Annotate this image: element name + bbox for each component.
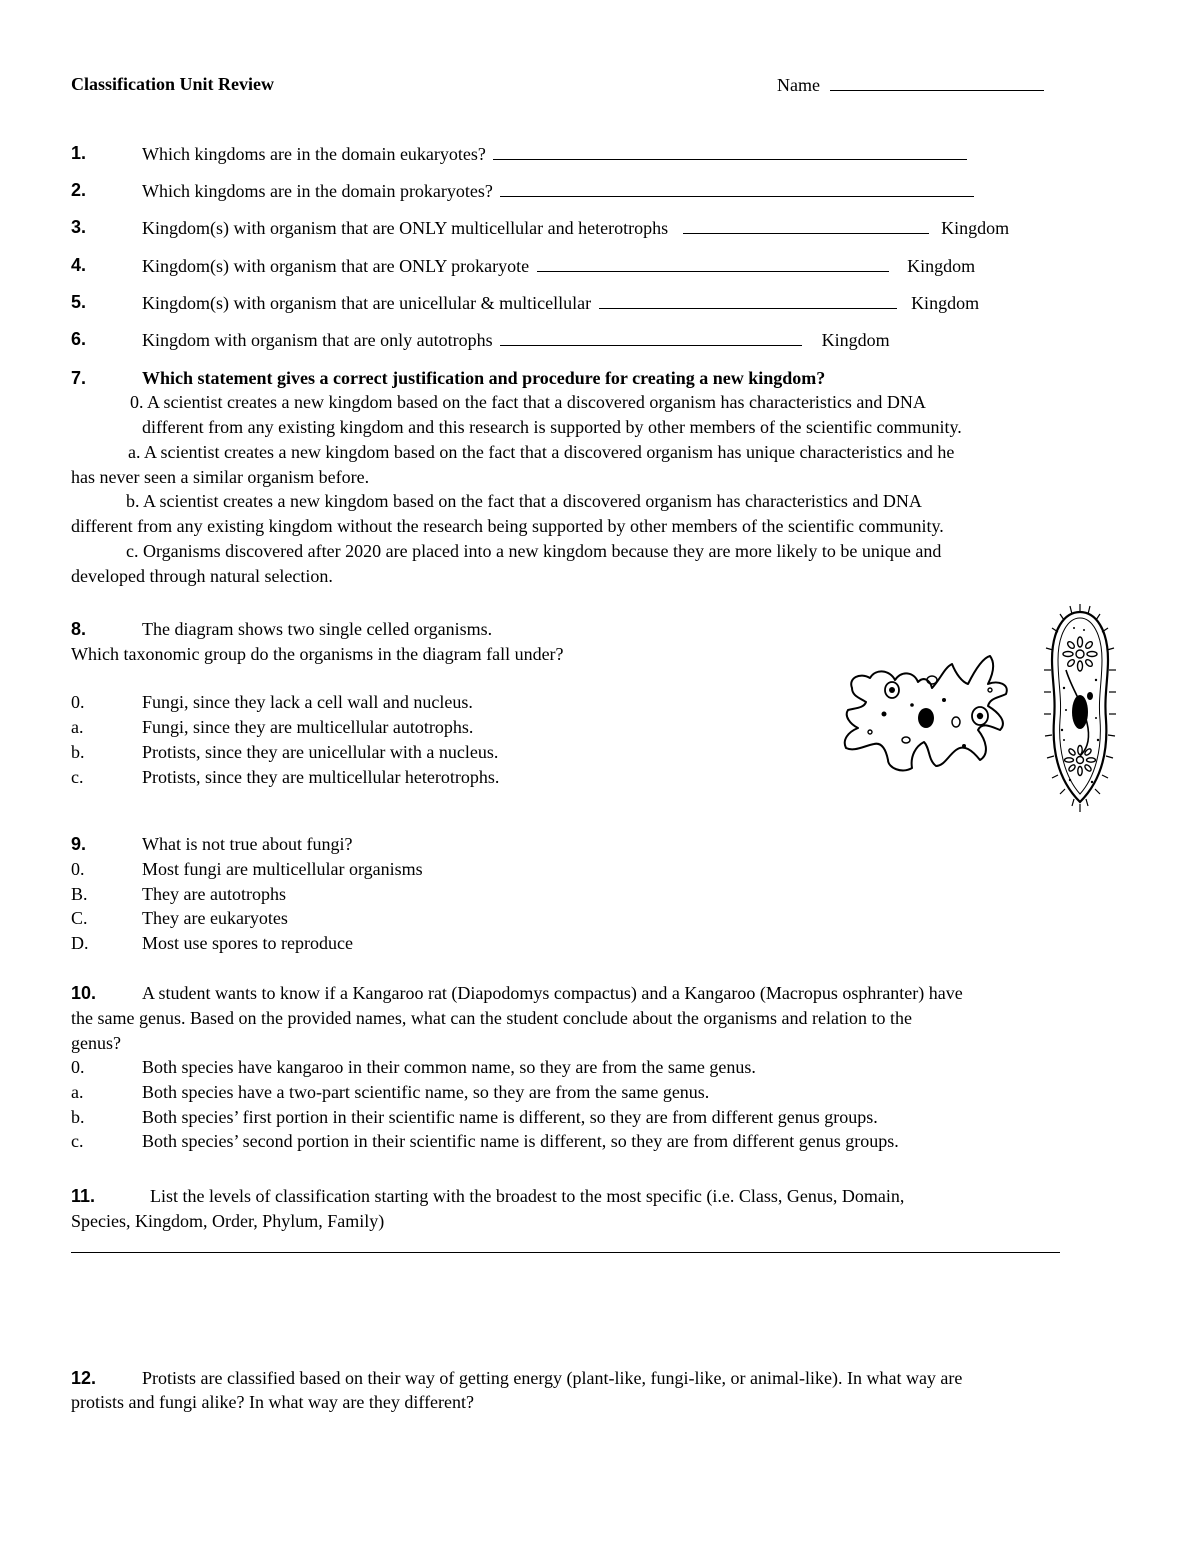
name-label: Name [777,75,820,95]
question-5 [142,290,979,315]
question-1-number: 1. [71,143,87,163]
question-1-text: Which kingdoms are in the domain eukaryotes? [142,144,486,164]
question-2-answer-blank[interactable] [500,178,974,197]
question-7-option-a-line1[interactable]: a. A scientist creates a new kingdom based on the fact that a discovered organism has unique characteristics and he [128,442,955,462]
question-11-answer-line[interactable] [71,1252,1060,1253]
question-10-option-a-letter: a. [71,1082,84,1102]
question-10-number: 10. [71,983,97,1003]
question-7-option-c-line2: developed through natural selection. [71,566,333,586]
question-5-answer-blank[interactable] [599,290,897,309]
question-7-text: Which statement gives a correct justification and procedure for creating a new kingdom? [142,368,826,388]
question-7-option-0-line2: different from any existing kingdom and this research is supported by other members of the scientific community. [142,417,962,437]
question-3-answer-blank[interactable] [683,215,929,234]
question-10-text: A student wants to know if a Kangaroo rat (Diapodomys compactus) and a Kangaroo (Macropus osphranter) have [142,983,963,1003]
paramecium-illustration [1040,600,1122,816]
question-7-option-b-line2: different from any existing kingdom without the research being supported by other members of the scientific community. [71,516,944,536]
question-9-number: 9. [71,834,87,854]
question-8-number: 8. [71,619,87,639]
question-8-text-2: Which taxonomic group do the organisms in the diagram fall under? [71,644,564,664]
question-8-option-0-letter: 0. [71,692,85,712]
question-9-option-c-letter: C. [71,908,88,928]
question-10-option-a[interactable]: Both species have a two-part scientific name, so they are from the same genus. [142,1082,710,1102]
question-6-suffix: Kingdom [821,330,890,350]
question-2-number: 2. [71,180,87,200]
amoeba-illustration [840,650,1025,780]
question-2-text: Which kingdoms are in the domain prokaryotes? [142,181,493,201]
question-7-number: 7. [71,368,87,388]
question-4-number: 4. [71,255,87,275]
question-9-text: What is not true about fungi? [142,834,353,854]
question-4-answer-blank[interactable] [537,253,889,272]
question-5-number: 5. [71,292,87,312]
question-9-option-b-letter: B. [71,884,88,904]
question-12-number: 12. [71,1368,97,1388]
question-8-option-c[interactable]: Protists, since they are multicellular heterotrophs. [142,767,500,787]
question-6-number: 6. [71,329,87,349]
question-11-text-2: Species, Kingdom, Order, Phylum, Family) [71,1211,385,1231]
question-9-option-c[interactable]: They are eukaryotes [142,908,288,928]
question-10-text-2: the same genus. Based on the provided names, what can the student conclude about the organisms and relation to the [71,1008,912,1028]
question-4 [142,253,975,278]
question-4-text: Kingdom(s) with organism that are ONLY prokaryote [142,256,530,276]
question-8-option-c-letter: c. [71,767,84,787]
question-6 [142,327,890,352]
question-6-text: Kingdom with organism that are only autotrophs [142,330,493,350]
question-7-option-b-line1[interactable]: b. A scientist creates a new kingdom based on the fact that a discovered organism has characteristics and DNA [126,491,922,511]
question-3 [142,215,1009,240]
question-9-option-0[interactable]: Most fungi are multicellular organisms [142,859,423,879]
question-10-option-b[interactable]: Both species’ first portion in their scientific name is different, so they are from different genus groups. [142,1107,878,1127]
question-8-option-b-letter: b. [71,742,85,762]
question-10-option-0-letter: 0. [71,1057,85,1077]
question-10-text-3: genus? [71,1033,121,1053]
question-10-option-c[interactable]: Both species’ second portion in their scientific name is different, so they are from different genus groups. [142,1131,899,1151]
question-9-option-d[interactable]: Most use spores to reproduce [142,933,353,953]
name-field[interactable] [777,72,1044,97]
question-3-text: Kingdom(s) with organism that are ONLY multicellular and heterotrophs [142,218,669,238]
question-5-text: Kingdom(s) with organism that are unicellular & multicellular [142,293,592,313]
question-9-option-0-letter: 0. [71,859,85,879]
question-9-option-d-letter: D. [71,933,89,953]
question-3-suffix: Kingdom [941,218,1010,238]
question-5-suffix: Kingdom [911,293,980,313]
question-10-option-b-letter: b. [71,1107,85,1127]
question-10-option-c-letter: c. [71,1131,84,1151]
question-1 [142,141,967,166]
name-blank[interactable] [830,72,1044,91]
question-10-option-0[interactable]: Both species have kangaroo in their common name, so they are from the same genus. [142,1057,756,1077]
question-8-text: The diagram shows two single celled organisms. [142,619,493,639]
question-3-number: 3. [71,217,87,237]
question-7-option-a-line2: has never seen a similar organism before. [71,467,370,487]
question-7-option-c-line1[interactable]: c. Organisms discovered after 2020 are placed into a new kingdom because they are more likely to be unique and [126,541,942,561]
question-12-text-2: protists and fungi alike? In what way are they different? [71,1392,475,1412]
question-11-text: List the levels of classification starting with the broadest to the most specific (i.e. Class, Genus, Domain, [150,1186,905,1206]
question-8-option-a[interactable]: Fungi, since they are multicellular autotrophs. [142,717,474,737]
question-8-option-0[interactable]: Fungi, since they lack a cell wall and nucleus. [142,692,473,712]
question-2 [142,178,974,203]
question-8-option-b[interactable]: Protists, since they are unicellular with a nucleus. [142,742,499,762]
question-12-text: Protists are classified based on their way of getting energy (plant-like, fungi-like, or animal-like). In what way are [142,1368,963,1388]
question-1-answer-blank[interactable] [493,141,967,160]
question-8-option-a-letter: a. [71,717,84,737]
question-7-option-0-line1[interactable]: 0. A scientist creates a new kingdom based on the fact that a discovered organism has characteristics and DNA [130,392,926,412]
question-6-answer-blank[interactable] [500,327,802,346]
worksheet-title: Classification Unit Review [71,74,274,94]
question-9-option-b[interactable]: They are autotrophs [142,884,286,904]
question-11-number: 11. [71,1186,96,1206]
question-4-suffix: Kingdom [907,256,976,276]
